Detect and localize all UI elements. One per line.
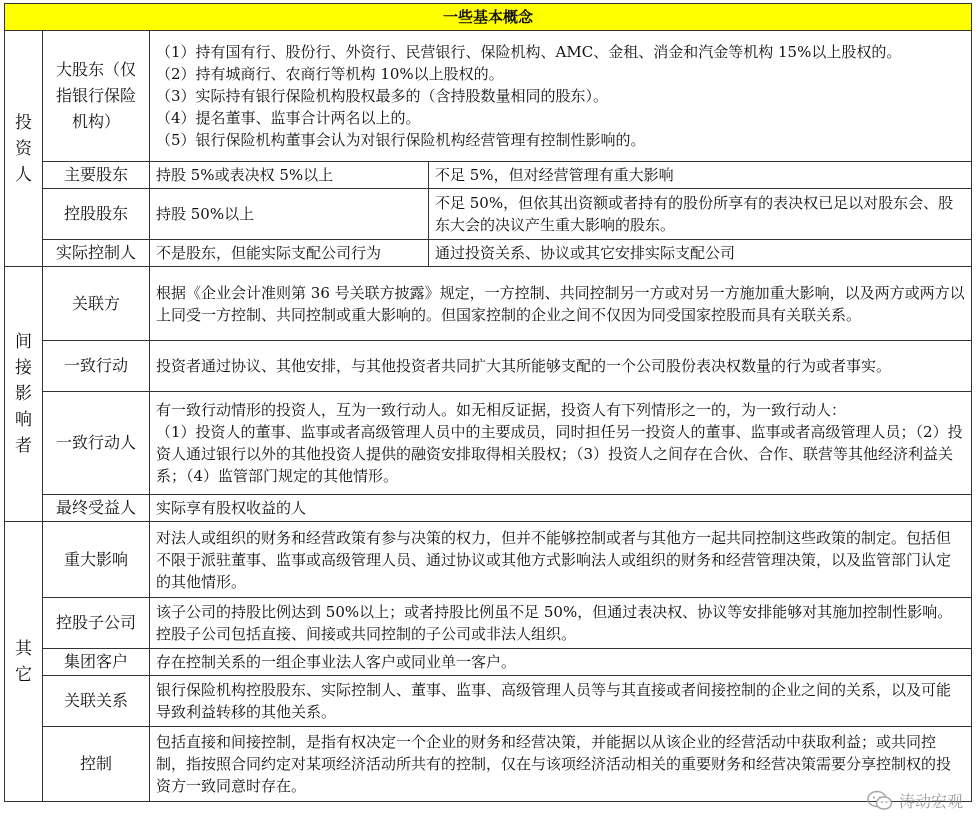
definition-persons-acting-in-concert [150,392,972,495]
definition-concerted-action: 投资者通过协议、其他安排，与其他投资者共同扩大其所能够支配的一个公司股份表决权数量的行为或者事实。 [150,341,972,392]
table-title: 一些基本概念 [5,4,972,31]
term-group-customer: 集团客户 [43,649,150,676]
table-row [5,522,972,598]
definition-line: （1）投资人的董事、监事或者高级管理人员中的主要成员，同时担任另一投资人的董事、监事或者高级管理人员；（2）投资人通过银行以外的其他投资人提供的融资安排取得相关股权；（3）投资人之间存在合伙、合作、联营等其他经济利益关系；（4）监管部门规定的其他情形。 [156,423,963,485]
term-ultimate-beneficiary: 最终受益人 [43,495,150,522]
term-control: 控制 [43,727,150,802]
definition-holding-subsidiary: 该子公司的持股比例达到 50%以上；或者持股比例虽不足 50%，但通过表决权、协议等安排能够对其施加控制性影响。控股子公司包括直接、间接或共同控制的子公司或非法人组织。 [150,598,972,649]
table-row [5,240,972,267]
definition-line: （5）银行保险机构董事会认为对银行保险机构经营管理有控制性影响的。 [156,131,646,149]
watermark [867,789,963,812]
definition-cell: 持股 50%以上 [150,189,429,240]
watermark-text: 涛动宏观 [898,792,963,811]
definition-line: （2）持有城商行、农商行等机构 10%以上股权的。 [156,65,504,83]
category-label: 其它 [15,638,32,685]
definition-ultimate-beneficiary: 实际享有股权收益的人 [150,495,972,522]
category-investor [5,31,43,267]
definition-line: （1）持有国有行、股份行、外资行、民营银行、保险机构、AMC、金租、消金和汽金等机构 15%以上股权的。 [156,43,902,61]
definition-significant-influence: 对法人或组织的财务和经营政策有参与决策的权力，但并不能够控制或者与其他方一起共同控制这些政策的制定。包括但不限于派驻董事、监事或高级管理人员、通过协议或其他方式影响法人或组织的财务和经营管理决策，以及监管部门认定的其他情形。 [150,522,972,598]
term-related-relationship: 关联关系 [43,676,150,727]
term-controlling-shareholder: 控股股东 [43,189,150,240]
term-significant-influence: 重大影响 [43,522,150,598]
definition-cell: 持股 5%或表决权 5%以上 [150,162,429,189]
term-related-party: 关联方 [43,267,150,341]
table-row [5,676,972,727]
definition-line: （3）实际持有银行保险机构股权最多的（含持股数量相同的股东）。 [156,87,609,105]
table-row [5,341,972,392]
term-concerted-action: 一致行动 [43,341,150,392]
title-row [5,4,972,31]
table-row [5,162,972,189]
term-major-shareholder: 大股东（仅指银行保险机构） [43,31,150,162]
category-label: 间接影响者 [15,332,32,456]
category-label: 投资人 [15,112,32,185]
table-row [5,649,972,676]
table-row [5,727,972,802]
definition-related-party: 根据《企业会计准则第 36 号关联方披露》规定，一方控制、共同控制另一方或对另一方施加重大影响，以及两方或两方以上同受一方控制、共同控制或重大影响的。但国家控制的企业之间不仅因为同受国家控股而具有关联关系。 [150,267,972,341]
definition-group-customer: 存在控制关系的一组企事业法人客户或同业单一客户。 [150,649,972,676]
category-other [5,522,43,802]
table-row [5,267,972,341]
table-row [5,495,972,522]
definition-major-shareholder [150,31,972,162]
definition-cell: 不足 5%，但对经营管理有重大影响 [429,162,972,189]
term-persons-acting-in-concert: 一致行动人 [43,392,150,495]
term-actual-controller: 实际控制人 [43,240,150,267]
definition-cell: 通过投资关系、协议或其它安排实际支配公司 [429,240,972,267]
category-indirect-influencer [5,267,43,522]
table-row [5,189,972,240]
definition-line: 有一致行动情形的投资人，互为一致行动人。如无相反证据，投资人有下列情形之一的，为一致行动人： [156,401,847,419]
table-row [5,392,972,495]
wechat-icon [867,790,893,812]
concepts-table [4,3,972,802]
definition-related-relationship: 银行保险机构控股股东、实际控制人、董事、监事、高级管理人员等与其直接或者间接控制的企业之间的关系，以及可能导致利益转移的其他关系。 [150,676,972,727]
term-holding-subsidiary: 控股子公司 [43,598,150,649]
definition-cell: 不足 50%，但依其出资额或者持有的股份所享有的表决权已足以对股东会、股东大会的决议产生重大影响的股东。 [429,189,972,240]
table-row [5,598,972,649]
definition-line: （4）提名董事、监事合计两名以上的。 [156,109,421,127]
term-principal-shareholder: 主要股东 [43,162,150,189]
table-row [5,31,972,162]
definition-cell: 不是股东，但能实际支配公司行为 [150,240,429,267]
definition-control: 包括直接和间接控制，是指有权决定一个企业的财务和经营决策，并能据以从该企业的经营活动中获取利益；或共同控制，指按照合同约定对某项经济活动所共有的控制，仅在与该项经济活动相关的重要财务和经营决策需要分享控制权的投资方一致同意时存在。 [150,727,972,802]
